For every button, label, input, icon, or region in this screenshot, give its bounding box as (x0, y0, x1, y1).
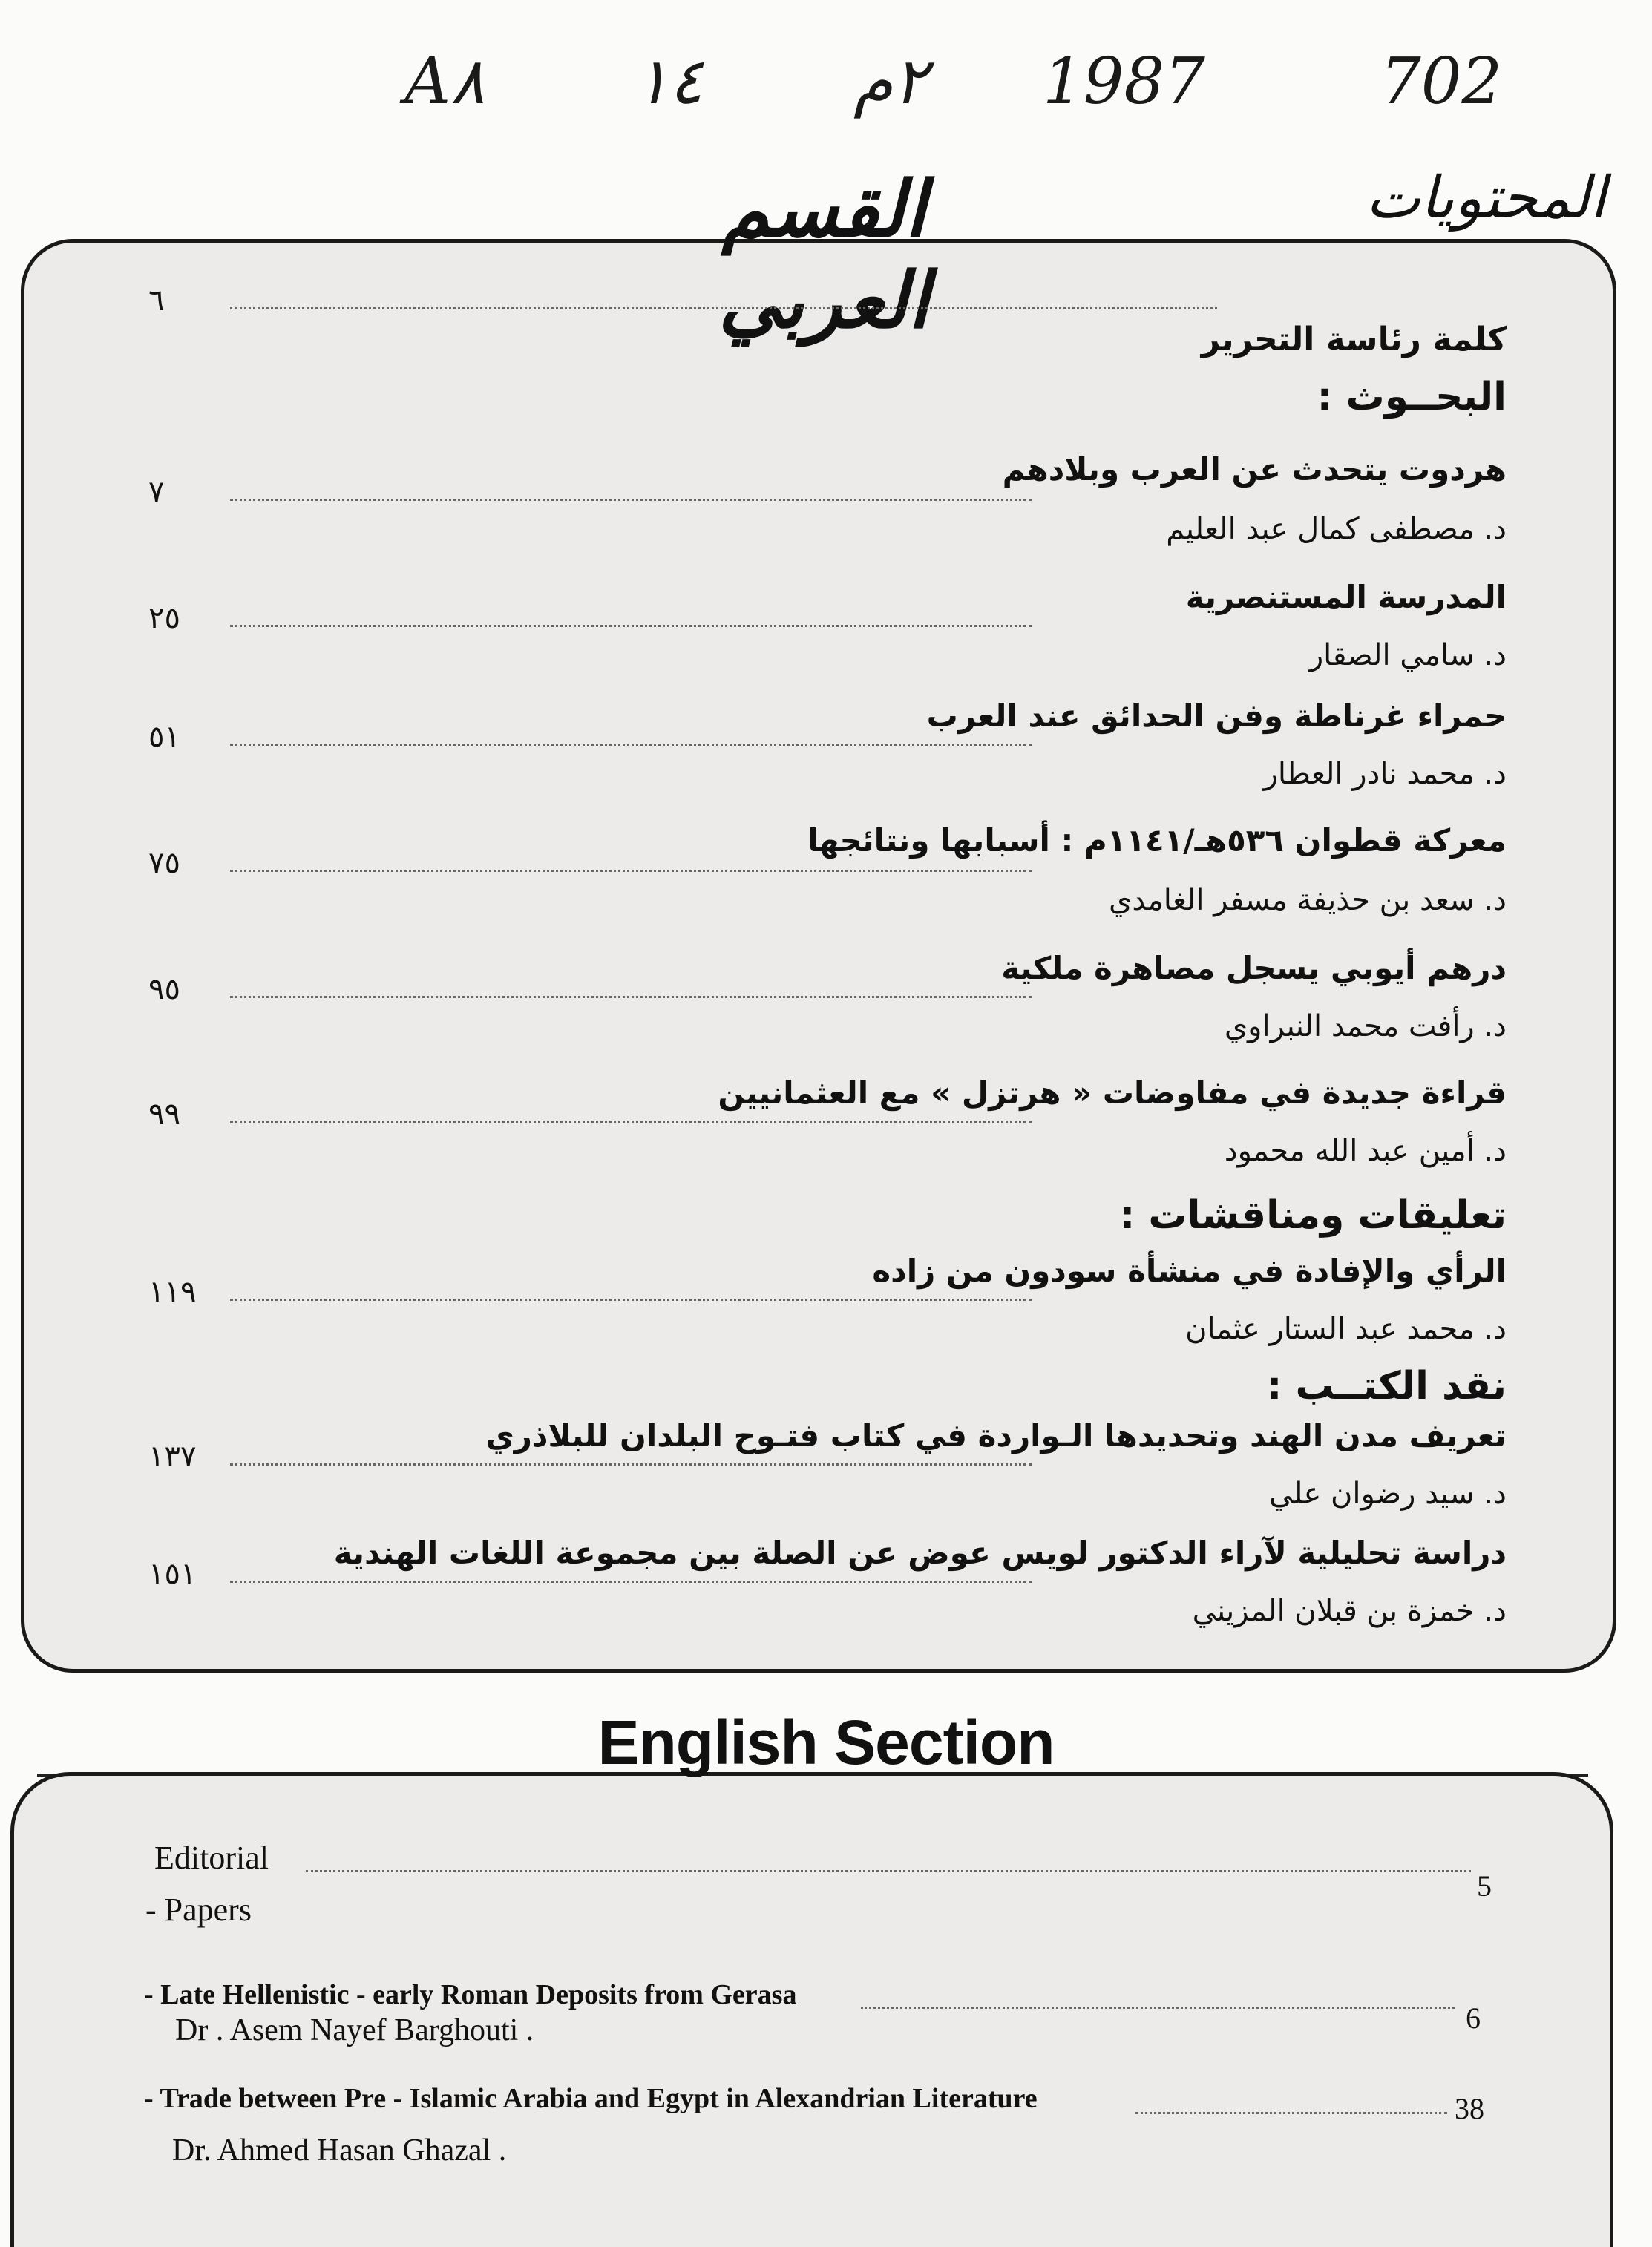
toc-author-text: د. محمد عبد الستار عثمان (1185, 1312, 1507, 1346)
toc-title-row (215, 698, 1507, 734)
toc-author-text: د. مصطفى كمال عبد العليم (1166, 512, 1507, 546)
toc-title-text: تعريف مدن الهند وتحديدها الـواردة في كتاب فتـوح البلدان للبلاذري (485, 1417, 1507, 1454)
toc-title-row (215, 822, 1507, 859)
toc-author-text: د. رأفت محمد النبراوي (1224, 1009, 1507, 1043)
arabic-section-title: القسم العربي (718, 163, 929, 346)
toc-dot-leader (230, 870, 1032, 872)
toc-dot-leader (230, 1121, 1032, 1123)
english-paper-title: - Late Hellenistic - early Roman Deposits from Gerasa (144, 1979, 797, 2010)
toc-title-row (215, 1075, 1507, 1111)
toc-author-text: د. سعد بن حذيفة مسفر الغامدي (1109, 883, 1507, 917)
toc-title-row (215, 1535, 1507, 1571)
english-section-title: English Section (597, 1708, 1055, 1777)
toc-dot-leader (230, 499, 1032, 501)
toc-author-row (215, 1312, 1507, 1346)
english-paper-page: 38 (1455, 2092, 1484, 2125)
toc-title-text: المدرسة المستنصرية (1185, 579, 1507, 615)
toc-page-number: ٦ (148, 283, 165, 318)
english-papers-heading: - Papers (145, 1892, 252, 1928)
toc-page-number: ١٥١ (148, 1557, 197, 1591)
toc-editorial-text: كلمة رئاسة التحرير (1201, 321, 1507, 358)
toc-heading-text: نقد الكتــب : (1266, 1364, 1507, 1408)
english-editorial-label: Editorial (154, 1840, 269, 1876)
handwritten-note-3: ٢م (853, 45, 928, 119)
toc-title-row (215, 950, 1507, 986)
toc-page-number: ٩٥ (148, 972, 180, 1006)
toc-dot-leader (230, 625, 1032, 627)
english-paper-leader (861, 2007, 1455, 2009)
toc-title-row (215, 451, 1507, 488)
english-editorial-page: 5 (1477, 1869, 1492, 1903)
toc-heading-text: البحــوث : (1317, 375, 1507, 419)
toc-title-row (215, 1417, 1507, 1454)
toc-author-row (215, 1009, 1507, 1043)
toc-heading-row (215, 1193, 1507, 1238)
toc-title-row (215, 1253, 1507, 1289)
toc-heading-row (215, 375, 1507, 419)
toc-page-number: ٧٥ (148, 846, 180, 880)
toc-dot-leader (230, 996, 1032, 998)
english-paper-page: 6 (1466, 2001, 1481, 2035)
toc-title-text: هردوت يتحدث عن العرب وبلادهم (1002, 451, 1507, 488)
toc-author-text: د. أمين عبد الله محمود (1224, 1134, 1507, 1168)
toc-author-text: د. خمزة بن قبلان المزيني (1192, 1594, 1507, 1628)
toc-dot-leader (230, 1581, 1032, 1583)
toc-author-row (215, 512, 1507, 546)
toc-author-row (215, 883, 1507, 917)
toc-page-number: ٩٩ (148, 1097, 180, 1131)
toc-author-row (215, 1134, 1507, 1168)
toc-dot-leader (230, 1463, 1032, 1466)
toc-author-row (215, 638, 1507, 672)
toc-page-number: ٢٥ (148, 601, 180, 635)
toc-title-text: قراءة جديدة في مفاوضات « هرتزل » مع العثمانيين (718, 1075, 1507, 1111)
handwritten-note-4: 1987 (1043, 45, 1205, 119)
toc-title-row (215, 579, 1507, 615)
toc-page-number: ١١٩ (148, 1275, 197, 1309)
english-paper-leader (1135, 2112, 1447, 2114)
english-paper-author: Dr . Asem Nayef Barghouti . (175, 2013, 534, 2047)
toc-page-number: ٥١ (148, 720, 180, 754)
toc-author-text: د. سامي الصقار (1308, 638, 1507, 672)
toc-author-row (215, 1594, 1507, 1628)
toc-editorial-row (215, 321, 1507, 358)
toc-dot-leader (230, 307, 1217, 309)
handwritten-note-1: A٨ (404, 45, 485, 119)
toc-heading-text: تعليقات ومناقشات : (1119, 1193, 1507, 1238)
contents-label: المحتويات (1366, 165, 1606, 232)
toc-author-text: د. محمد نادر العطار (1263, 757, 1507, 791)
toc-page-number: ٧ (148, 475, 165, 509)
toc-title-text: حمراء غرناطة وفن الحدائق عند العرب (926, 698, 1507, 734)
english-paper-author: Dr. Ahmed Hasan Ghazal . (172, 2133, 507, 2168)
toc-dot-leader (230, 1299, 1032, 1301)
toc-title-text: درهم أيوبي يسجل مصاهرة ملكية (1001, 950, 1507, 986)
english-paper-title: - Trade between Pre - Islamic Arabia and Egypt in Alexandrian Literature (144, 2083, 1038, 2114)
toc-title-text: دراسة تحليلية لآراء الدكتور لويس عوض عن الصلة بين مجموعة اللغات الهندية (333, 1535, 1507, 1571)
toc-page-number: ١٣٧ (148, 1440, 197, 1474)
toc-heading-row (215, 1364, 1507, 1408)
handwritten-note-2: ١٤ (635, 45, 704, 119)
toc-author-row (215, 1477, 1507, 1511)
toc-author-row (215, 757, 1507, 791)
handwritten-note-5: 702 (1380, 45, 1503, 119)
toc-dot-leader (230, 744, 1032, 746)
english-editorial-leader (306, 1870, 1471, 1872)
toc-author-text: د. سيد رضوان علي (1268, 1477, 1507, 1511)
toc-title-text: معركة قطوان ٥٣٦هـ/١١٤١م : أسبابها ونتائجها (807, 822, 1507, 859)
toc-title-text: الرأي والإفادة في منشأة سودون من زاده (872, 1253, 1507, 1289)
